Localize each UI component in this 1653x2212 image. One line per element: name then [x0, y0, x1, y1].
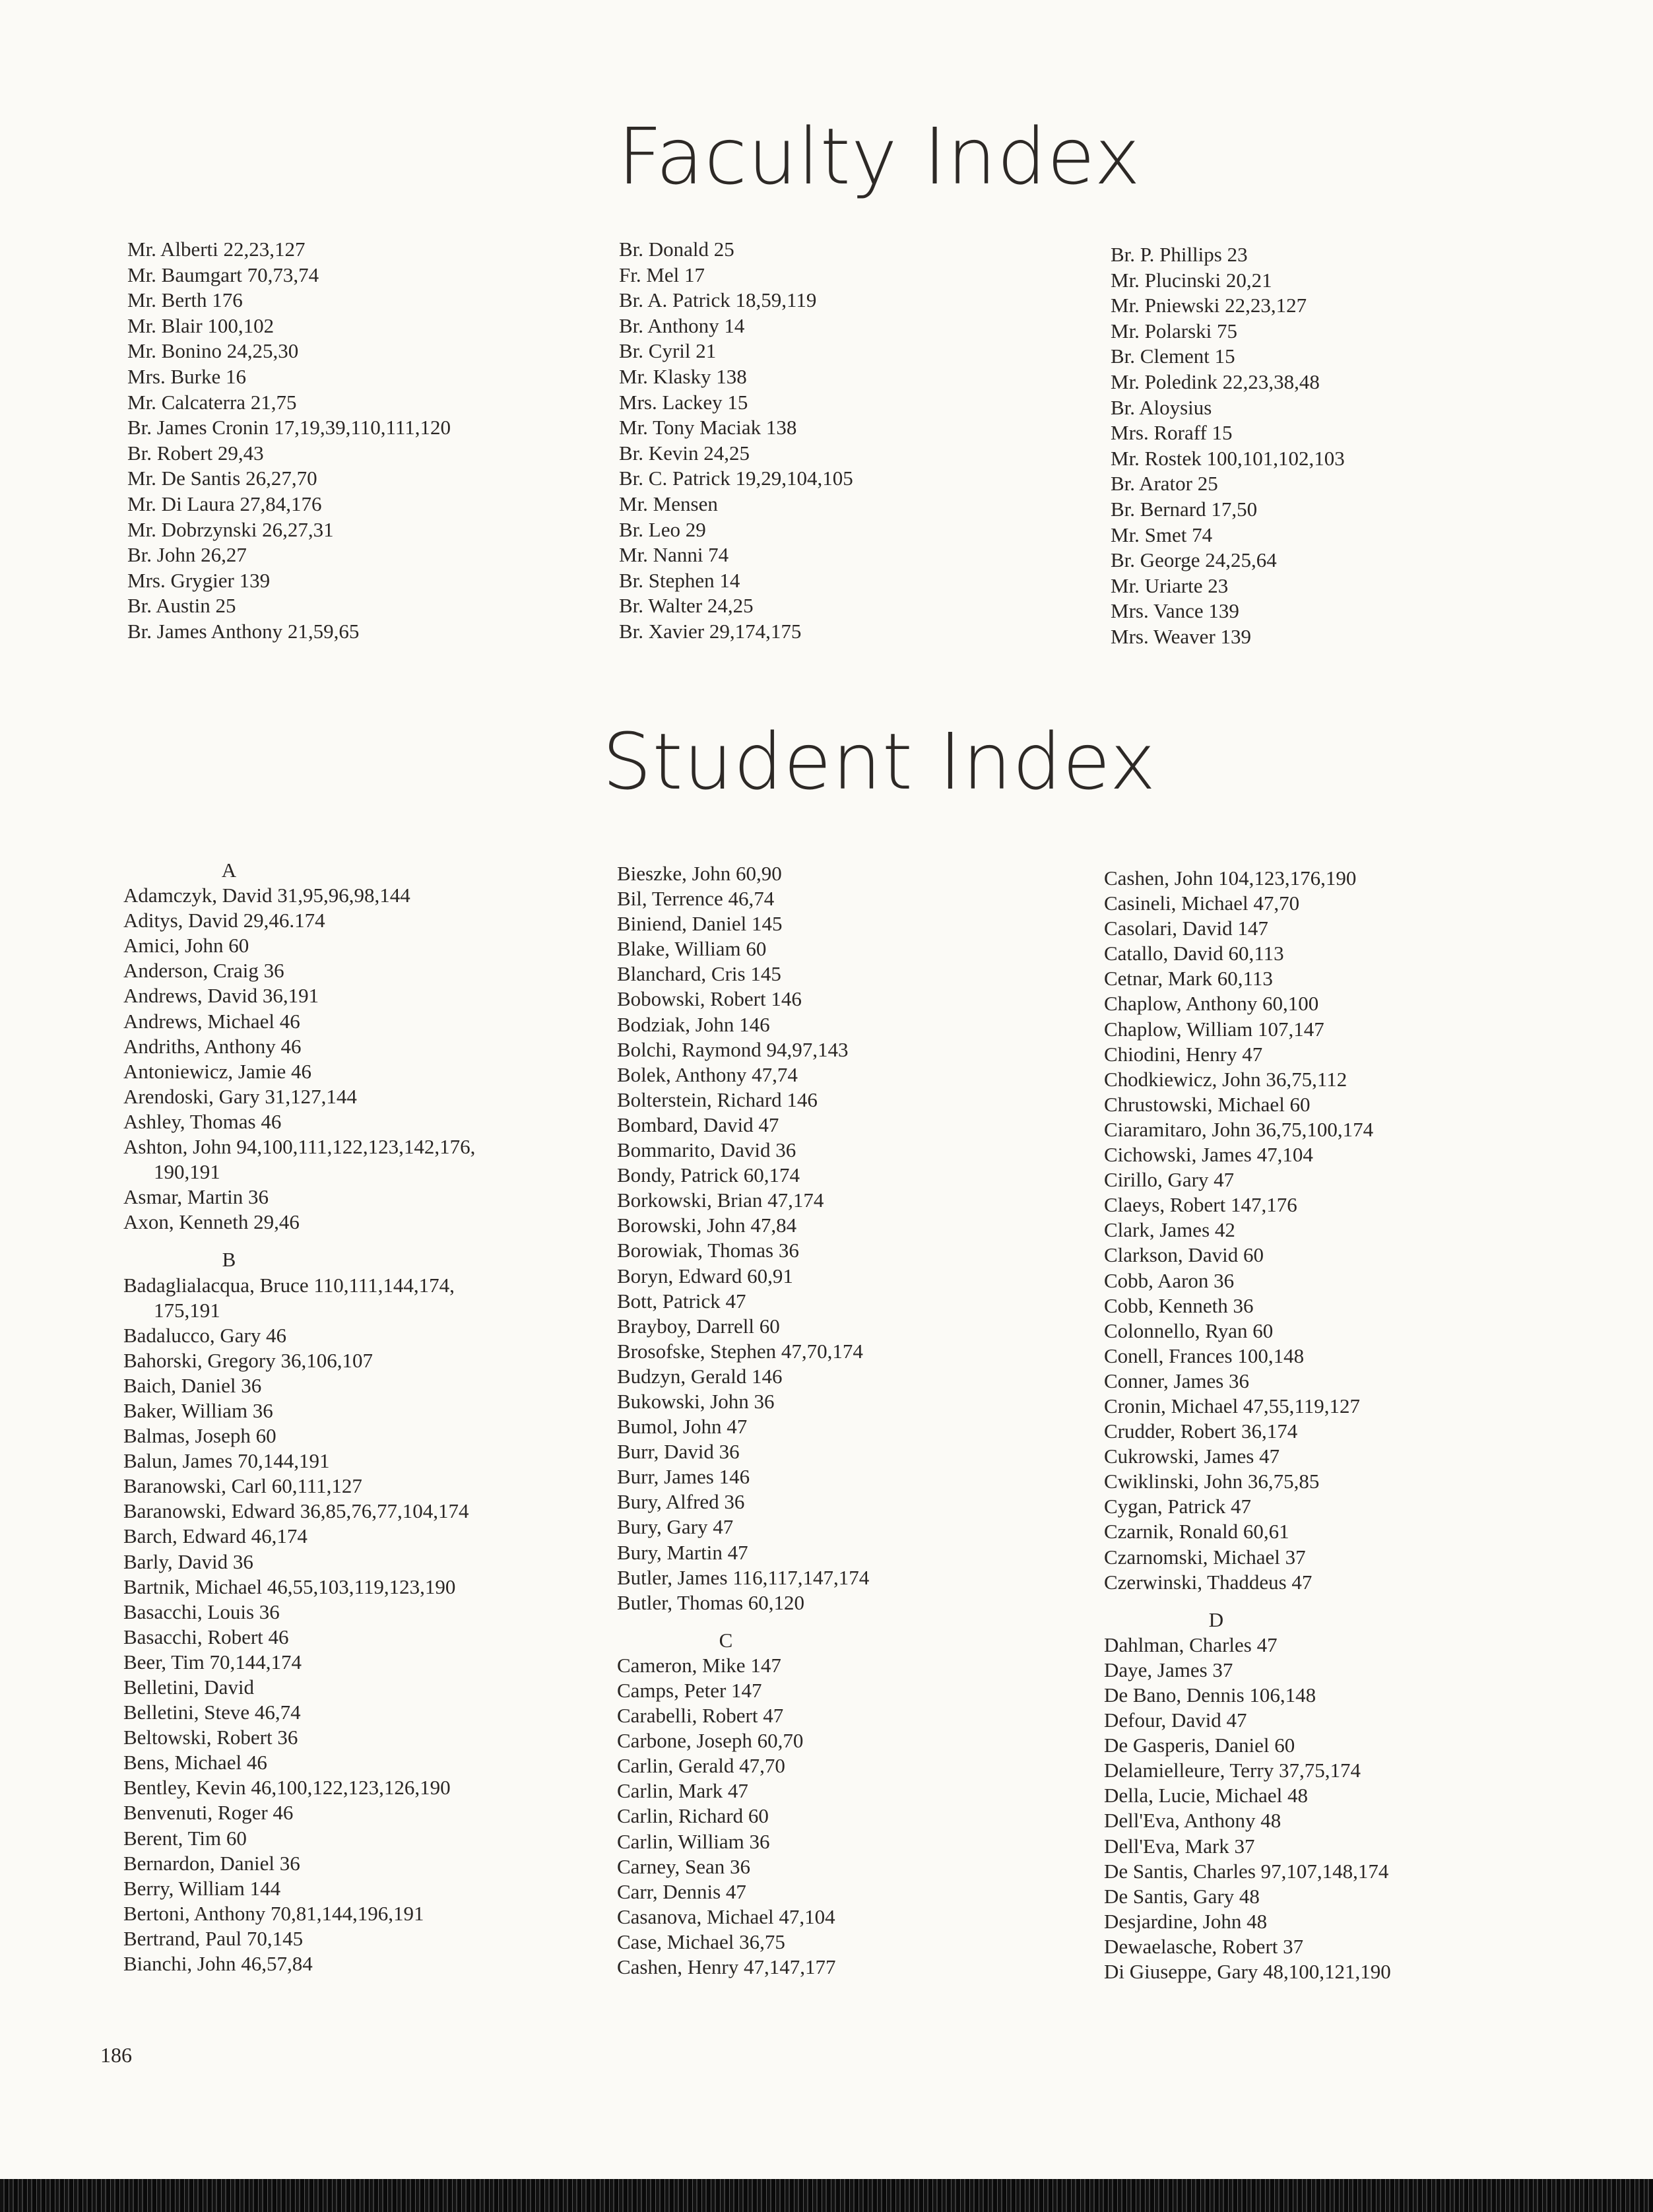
- index-entry: Br. C. Patrick 19,29,104,105: [619, 467, 853, 490]
- index-entry: Desjardine, John 48: [1104, 1909, 1268, 1933]
- index-entry: Daye, James 37: [1104, 1658, 1233, 1681]
- index-entry: Butler, Thomas 60,120: [617, 1590, 805, 1614]
- index-entry: Mr. Nanni 74: [619, 543, 729, 567]
- index-entry: Mr. Dobrzynski 26,27,31: [127, 517, 334, 541]
- index-entry: Anderson, Craig 36: [123, 959, 284, 983]
- index-entry: Butler, James 116,117,147,174: [617, 1565, 870, 1589]
- index-entry: Della, Lucie, Michael 48: [1104, 1784, 1309, 1807]
- index-entry: Mr. Rostek 100,101,102,103: [1111, 446, 1345, 470]
- index-entry: Aditys, David 29,46.174: [123, 909, 325, 932]
- index-entry: De Bano, Dennis 106,148: [1104, 1683, 1316, 1707]
- index-entry: Bentley, Kevin 46,100,122,123,126,190: [123, 1776, 451, 1800]
- index-entry: Camps, Peter 147: [617, 1679, 762, 1702]
- index-entry: Antoniewicz, Jamie 46: [123, 1059, 311, 1083]
- index-entry: Benvenuti, Roger 46: [123, 1801, 294, 1825]
- index-entry: Mr. Bonino 24,25,30: [127, 339, 299, 363]
- index-entry: Burr, James 146: [617, 1465, 750, 1489]
- index-entry: Mr. De Santis 26,27,70: [127, 467, 317, 490]
- index-entry: Bommarito, David 36: [617, 1138, 796, 1162]
- index-entry: Beltowski, Robert 36: [123, 1726, 298, 1749]
- index-entry: Mr. Poledink 22,23,38,48: [1111, 370, 1320, 393]
- index-entry: Catallo, David 60,113: [1104, 942, 1284, 965]
- index-entry: Mr. Tony Maciak 138: [619, 416, 797, 439]
- index-entry: Boryn, Edward 60,91: [617, 1264, 793, 1287]
- index-entry: Br. James Anthony 21,59,65: [127, 619, 360, 643]
- index-entry: Colonnello, Ryan 60: [1104, 1318, 1274, 1342]
- index-entry: Arendoski, Gary 31,127,144: [123, 1084, 357, 1108]
- index-entry: Bobowski, Robert 146: [617, 987, 802, 1011]
- index-entry: Dell'Eva, Mark 37: [1104, 1834, 1255, 1858]
- index-entry: Chaplow, Anthony 60,100: [1104, 992, 1319, 1016]
- index-entry: Basacchi, Louis 36: [123, 1600, 280, 1623]
- index-entry: Br. P. Phillips 23: [1111, 243, 1248, 266]
- index-entry: Badalucco, Gary 46: [123, 1323, 287, 1347]
- index-entry: Bil, Terrence 46,74: [617, 887, 775, 911]
- student-column-1: [123, 858, 559, 1976]
- index-entry: Chiodini, Henry 47: [1104, 1042, 1263, 1066]
- index-entry: Budzyn, Gerald 146: [617, 1364, 783, 1388]
- index-entry: Bertoni, Anthony 70,81,144,196,191: [123, 1901, 424, 1925]
- index-entry: Di Giuseppe, Gary 48,100,121,190: [1104, 1960, 1391, 1984]
- index-entry: Carlin, William 36: [617, 1829, 770, 1853]
- index-entry: Cygan, Patrick 47: [1104, 1495, 1251, 1518]
- index-entry: Basacchi, Robert 46: [123, 1625, 289, 1648]
- index-entry: Cobb, Kenneth 36: [1104, 1293, 1254, 1317]
- index-entry: Bondy, Patrick 60,174: [617, 1163, 800, 1187]
- index-entry: Bolchi, Raymond 94,97,143: [617, 1037, 849, 1061]
- index-entry: Berent, Tim 60: [123, 1826, 247, 1850]
- faculty-index-title: Faculty Index: [617, 111, 1142, 202]
- index-entry: Badaglialacqua, Bruce 110,111,144,174,: [123, 1273, 455, 1297]
- index-entry: Carney, Sean 36: [617, 1854, 751, 1878]
- index-entry: Beer, Tim 70,144,174: [123, 1650, 302, 1674]
- index-entry: Cirillo, Gary 47: [1104, 1168, 1235, 1192]
- index-entry: Carlin, Gerald 47,70: [617, 1754, 785, 1778]
- index-entry: Axon, Kenneth 29,46: [123, 1210, 300, 1234]
- index-entry: Br. Arator 25: [1111, 472, 1218, 496]
- index-entry: Carabelli, Robert 47: [617, 1704, 784, 1728]
- index-entry: Bott, Patrick 47: [617, 1289, 746, 1313]
- index-entry: Ashley, Thomas 46: [123, 1109, 282, 1133]
- index-entry: Br. Aloysius: [1111, 395, 1212, 419]
- index-entry: Br. Cyril 21: [619, 339, 717, 363]
- index-entry: Chaplow, William 107,147: [1104, 1017, 1324, 1041]
- index-entry: Mr. Polarski 75: [1111, 319, 1238, 342]
- index-entry: Berry, William 144: [123, 1876, 281, 1900]
- index-entry-continuation: 175,191: [154, 1298, 220, 1322]
- index-entry: Carbone, Joseph 60,70: [617, 1729, 804, 1753]
- index-entry: Carlin, Richard 60: [617, 1804, 769, 1828]
- index-entry: Mr. Smet 74: [1111, 523, 1213, 546]
- index-entry: Mr. Plucinski 20,21: [1111, 268, 1272, 292]
- index-entry: Andriths, Anthony 46: [123, 1034, 302, 1058]
- index-entry: Burr, David 36: [617, 1440, 740, 1464]
- index-entry: Baranowski, Edward 36,85,76,77,104,174: [123, 1499, 469, 1523]
- student-index-title: Student Index: [602, 716, 1157, 807]
- index-entry: Br. A. Patrick 18,59,119: [619, 288, 817, 312]
- index-entry: Delamielleure, Terry 37,75,174: [1104, 1759, 1361, 1782]
- index-entry: Ciaramitaro, John 36,75,100,174: [1104, 1117, 1374, 1141]
- index-entry: Mrs. Vance 139: [1111, 599, 1239, 623]
- index-entry: Dewaelasche, Robert 37: [1104, 1934, 1304, 1958]
- index-entry: Casolari, David 147: [1104, 917, 1268, 940]
- index-entry: Baranowski, Carl 60,111,127: [123, 1474, 362, 1498]
- index-entry: Br. Clement 15: [1111, 344, 1235, 368]
- index-entry: Br. Stephen 14: [619, 568, 740, 592]
- index-entry: Mr. Pniewski 22,23,127: [1111, 294, 1307, 317]
- index-entry: Bodziak, John 146: [617, 1012, 770, 1036]
- index-entry: Mr. Mensen: [619, 492, 718, 515]
- index-entry: Baich, Daniel 36: [123, 1373, 262, 1397]
- index-entry: Dell'Eva, Anthony 48: [1104, 1809, 1281, 1833]
- index-entry: Conell, Frances 100,148: [1104, 1344, 1305, 1367]
- index-entry: Ashton, John 94,100,111,122,123,142,176,: [123, 1135, 476, 1159]
- index-entry: Cetnar, Mark 60,113: [1104, 967, 1273, 991]
- index-entry: Bahorski, Gregory 36,106,107: [123, 1348, 373, 1372]
- index-entry: Blake, William 60: [617, 937, 767, 961]
- index-entry: Chrustowski, Michael 60: [1104, 1092, 1311, 1116]
- index-entry: Br. James Cronin 17,19,39,110,111,120: [127, 416, 451, 439]
- index-entry: Br. Walter 24,25: [619, 594, 754, 618]
- section-letter: C: [719, 1628, 733, 1652]
- index-entry: Andrews, Michael 46: [123, 1009, 300, 1033]
- index-entry: Br. John 26,27: [127, 543, 247, 567]
- index-entry: De Santis, Gary 48: [1104, 1884, 1260, 1908]
- section-letter: A: [221, 859, 237, 882]
- index-entry: Cashen, John 104,123,176,190: [1104, 866, 1357, 890]
- index-entry: Barch, Edward 46,174: [123, 1524, 308, 1548]
- index-entry: Br. Kevin 24,25: [619, 441, 750, 465]
- index-entry: Czarnomski, Michael 37: [1104, 1545, 1306, 1569]
- page-number: 186: [100, 2043, 132, 2067]
- index-entry: Dahlman, Charles 47: [1104, 1633, 1278, 1656]
- index-entry: Baker, William 36: [123, 1398, 273, 1422]
- index-entry: Br. Leo 29: [619, 517, 706, 541]
- index-entry: Belletini, Steve 46,74: [123, 1701, 301, 1724]
- index-entry: Carr, Dennis 47: [617, 1879, 746, 1903]
- index-entry: Bury, Gary 47: [617, 1515, 734, 1539]
- index-entry: De Santis, Charles 97,107,148,174: [1104, 1859, 1389, 1883]
- faculty-column-3: [1111, 242, 1345, 650]
- index-entry: Br. Anthony 14: [619, 313, 745, 337]
- index-entry: Fr. Mel 17: [619, 263, 705, 286]
- scan-edge-strip: [0, 2179, 1653, 2212]
- index-entry: Balun, James 70,144,191: [123, 1449, 330, 1473]
- index-entry: Case, Michael 36,75: [617, 1930, 785, 1953]
- index-entry: Bieszke, John 60,90: [617, 862, 782, 885]
- section-letter: D: [1208, 1608, 1224, 1631]
- index-entry: Mrs. Grygier 139: [127, 568, 271, 592]
- index-entry: Crudder, Robert 36,174: [1104, 1419, 1298, 1443]
- index-entry: Bumol, John 47: [617, 1415, 748, 1439]
- index-entry: Cukrowski, James 47: [1104, 1445, 1280, 1468]
- index-entry: Claeys, Robert 147,176: [1104, 1193, 1297, 1217]
- index-entry: Czarnik, Ronald 60,61: [1104, 1520, 1289, 1544]
- index-entry: Borowiak, Thomas 36: [617, 1239, 799, 1262]
- index-entry: Br. Bernard 17,50: [1111, 497, 1258, 521]
- index-entry: Mrs. Roraff 15: [1111, 421, 1233, 445]
- index-entry: Czerwinski, Thaddeus 47: [1104, 1570, 1313, 1594]
- index-entry: Conner, James 36: [1104, 1369, 1250, 1392]
- index-entry: Bolterstein, Richard 146: [617, 1088, 818, 1111]
- student-column-3: [1104, 866, 1553, 1984]
- index-entry: Bartnik, Michael 46,55,103,119,123,190: [123, 1575, 456, 1598]
- index-entry: Bernardon, Daniel 36: [123, 1851, 300, 1875]
- index-entry: Cronin, Michael 47,55,119,127: [1104, 1394, 1361, 1417]
- index-entry: Bury, Martin 47: [617, 1540, 748, 1564]
- index-entry: Mr. Baumgart 70,73,74: [127, 263, 319, 286]
- index-entry: Bury, Alfred 36: [617, 1490, 745, 1514]
- index-entry: Blanchard, Cris 145: [617, 962, 781, 986]
- index-entry: Mr. Alberti 22,23,127: [127, 238, 306, 261]
- index-entry: Adamczyk, David 31,95,96,98,144: [123, 884, 410, 907]
- index-entry: Bombard, David 47: [617, 1113, 779, 1136]
- index-entry: Asmar, Martin 36: [123, 1185, 269, 1209]
- index-entry: Br. Austin 25: [127, 594, 236, 618]
- index-entry: Balmas, Joseph 60: [123, 1424, 276, 1448]
- index-entry: Defour, David 47: [1104, 1708, 1247, 1732]
- index-entry: Mrs. Weaver 139: [1111, 624, 1252, 648]
- index-entry: Mr. Uriarte 23: [1111, 573, 1229, 597]
- index-entry: Cameron, Mike 147: [617, 1653, 781, 1677]
- index-entry: Bianchi, John 46,57,84: [123, 1952, 313, 1976]
- index-entry: Clark, James 42: [1104, 1218, 1235, 1242]
- index-entry: Andrews, David 36,191: [123, 984, 319, 1008]
- index-entry: Barly, David 36: [123, 1549, 253, 1573]
- index-entry: Carlin, Mark 47: [617, 1779, 748, 1803]
- index-entry: Borowski, John 47,84: [617, 1214, 797, 1237]
- index-entry-continuation: 190,191: [154, 1160, 220, 1184]
- index-entry: Br. Xavier 29,174,175: [619, 619, 802, 643]
- faculty-column-2: [619, 237, 853, 645]
- index-entry: Clarkson, David 60: [1104, 1243, 1264, 1267]
- index-entry: Cichowski, James 47,104: [1104, 1143, 1313, 1167]
- index-entry: Bertrand, Paul 70,145: [123, 1926, 304, 1950]
- index-entry: Cobb, Aaron 36: [1104, 1268, 1235, 1292]
- index-entry: Bolek, Anthony 47,74: [617, 1062, 798, 1086]
- index-entry: Amici, John 60: [123, 934, 249, 958]
- section-letter: B: [222, 1248, 236, 1272]
- index-entry: Mr. Berth 176: [127, 288, 243, 312]
- index-entry: Biniend, Daniel 145: [617, 912, 783, 936]
- index-entry: Br. Donald 25: [619, 238, 734, 261]
- index-entry: Chodkiewicz, John 36,75,112: [1104, 1067, 1347, 1091]
- index-entry: Mr. Blair 100,102: [127, 313, 275, 337]
- index-entry: Br. Robert 29,43: [127, 441, 264, 465]
- index-entry: Mr. Calcaterra 21,75: [127, 390, 297, 414]
- index-entry: Mrs. Lackey 15: [619, 390, 748, 414]
- index-entry: Borkowski, Brian 47,174: [617, 1188, 824, 1212]
- faculty-column-1: [127, 237, 451, 645]
- student-column-2: [617, 861, 1066, 1980]
- index-entry: Mr. Di Laura 27,84,176: [127, 492, 322, 515]
- index-entry: Mrs. Burke 16: [127, 364, 246, 388]
- index-entry: Br. George 24,25,64: [1111, 548, 1277, 572]
- index-entry: Casineli, Michael 47,70: [1104, 892, 1300, 915]
- index-entry: Cwiklinski, John 36,75,85: [1104, 1470, 1320, 1493]
- index-entry: Belletini, David: [123, 1675, 255, 1699]
- index-entry: Brayboy, Darrell 60: [617, 1314, 780, 1338]
- index-entry: Casanova, Michael 47,104: [617, 1904, 835, 1928]
- index-entry: Cashen, Henry 47,147,177: [617, 1955, 836, 1979]
- index-entry: Bukowski, John 36: [617, 1389, 775, 1413]
- index-entry: Mr. Klasky 138: [619, 364, 747, 388]
- index-entry: De Gasperis, Daniel 60: [1104, 1734, 1295, 1757]
- index-entry: Bens, Michael 46: [123, 1751, 267, 1774]
- index-entry: Brosofske, Stephen 47,70,174: [617, 1339, 863, 1363]
